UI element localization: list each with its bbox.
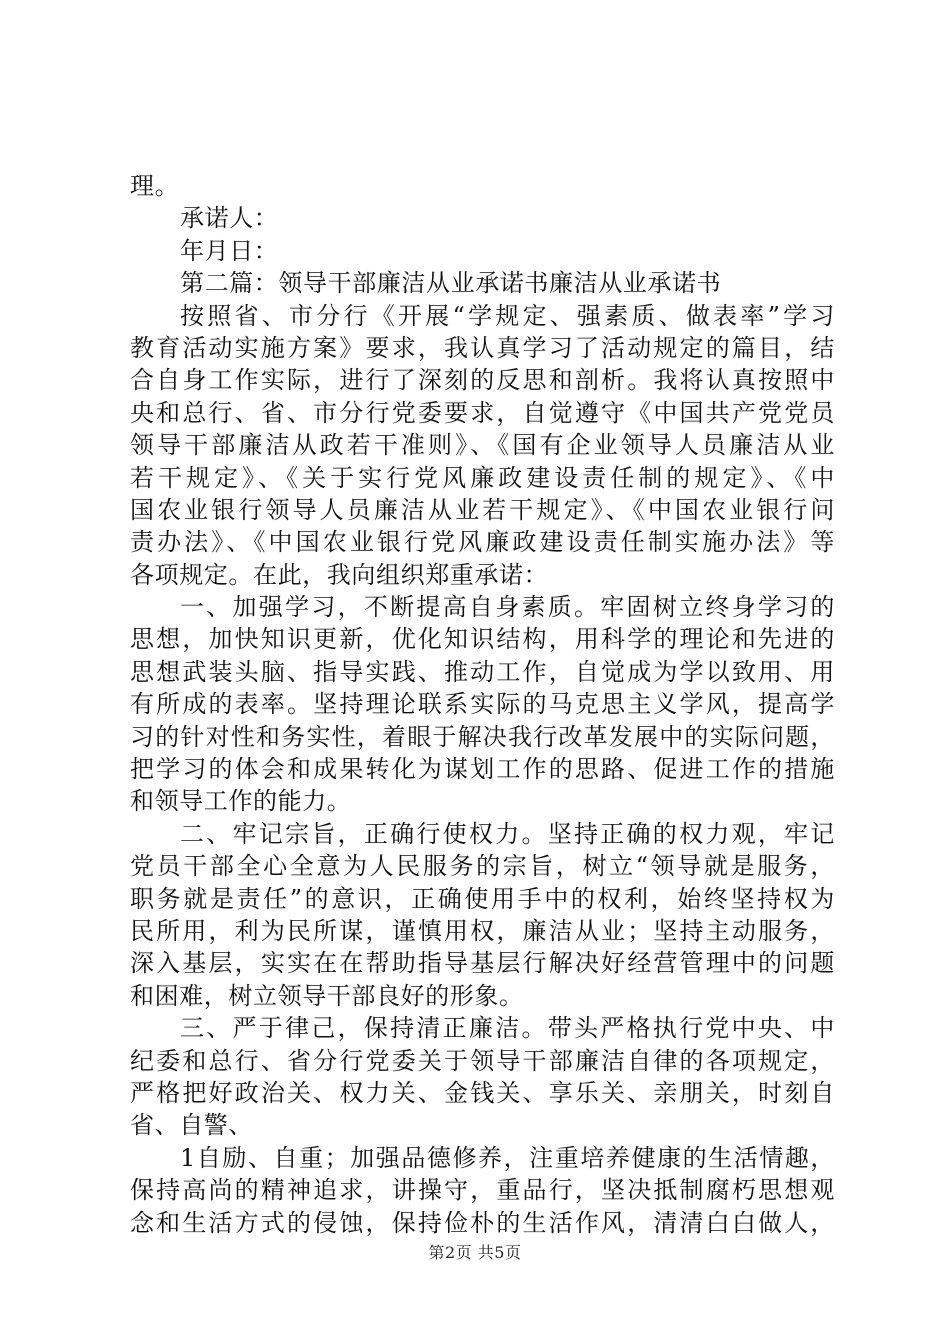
section-heading: 第二篇：领导干部廉洁从业承诺书廉洁从业承诺书 <box>180 269 722 298</box>
signer-line: 承诺人： <box>180 204 279 233</box>
document-body <box>130 170 835 1239</box>
text-line: 领导干部廉洁从政若干准则》、《国有企业领导人员廉洁从业 <box>130 431 835 460</box>
text-line: 和领导工作的能力。 <box>130 787 352 816</box>
text-line: 纪委和总行、省分行党委关于领导干部廉洁自律的各项规定， <box>130 1046 835 1075</box>
text-line: 和困难，树立领导干部良好的形象。 <box>130 981 524 1010</box>
text-line: 按照省、市分行《开展“学规定、强素质、做表率”学习 <box>180 301 835 330</box>
text-line: 责办法》、《中国农业银行党风廉政建设责任制实施办法》等 <box>130 528 835 557</box>
text-line: 职务就是责任”的意识，正确使用手中的权利，始终坚持权为 <box>130 884 835 913</box>
text-line: 思想武装头脑、指导实践、推动工作，自觉成为学以致用、用 <box>130 657 835 686</box>
text-line: 思想，加快知识更新，优化知识结构，用科学的理论和先进的 <box>130 625 835 654</box>
text-line: 把学习的体会和成果转化为谋划工作的思路、促进工作的措施 <box>130 755 835 784</box>
text-line: 一、加强学习，不断提高自身素质。牢固树立终身学习的 <box>180 593 835 622</box>
date-line: 年月日： <box>180 236 279 265</box>
text-line: 念和生活方式的侵蚀，保持俭朴的生活作风，清清白白做人， <box>130 1208 835 1237</box>
page-number-footer: 第2页 共5页 <box>428 1243 522 1262</box>
text-line: 省、自警、 <box>130 1111 253 1140</box>
text-line: 深入基层，实实在在帮助指导基层行解决好经营管理中的问题 <box>130 949 835 978</box>
text-line: 若干规定》、《关于实行党风廉政建设责任制的规定》、《中 <box>130 463 835 492</box>
text-line: 理。 <box>130 172 180 200</box>
text-line: 习的针对性和务实性，着眼于解决我行改革发展中的实际问题， <box>130 722 835 751</box>
text-line: 各项规定。在此，我向组织郑重承诺： <box>130 560 549 589</box>
text-line: 三、严于律己，保持清正廉洁。带头严格执行党中央、中 <box>180 1014 835 1043</box>
text-line: 保持高尚的精神追求，讲操守，重品行，坚决抵制腐朽思想观 <box>130 1176 835 1205</box>
text-line: 1自励、自重；加强品德修养，注重培养健康的生活情趣， <box>180 1143 835 1172</box>
text-line: 民所用，利为民所谋，谨慎用权，廉洁从业；坚持主动服务， <box>130 916 835 945</box>
text-line: 严格把好政治关、权力关、金钱关、享乐关、亲朋关，时刻自 <box>130 1078 835 1107</box>
text-line: 国农业银行领导人员廉洁从业若干规定》、《中国农业银行问 <box>130 495 835 524</box>
text-line: 有所成的表率。坚持理论联系实际的马克思主义学风，提高学 <box>130 690 835 719</box>
text-line: 央和总行、省、市分行党委要求，自觉遵守《中国共产党党员 <box>130 398 835 427</box>
text-line: 党员干部全心全意为人民服务的宗旨，树立“领导就是服务， <box>130 852 835 881</box>
text-line: 二、牢记宗旨，正确行使权力。坚持正确的权力观，牢记 <box>180 819 835 848</box>
text-line: 合自身工作实际，进行了深刻的反思和剖析。我将认真按照中 <box>130 366 835 395</box>
text-line: 教育活动实施方案》要求，我认真学习了活动规定的篇目，结 <box>130 333 835 362</box>
